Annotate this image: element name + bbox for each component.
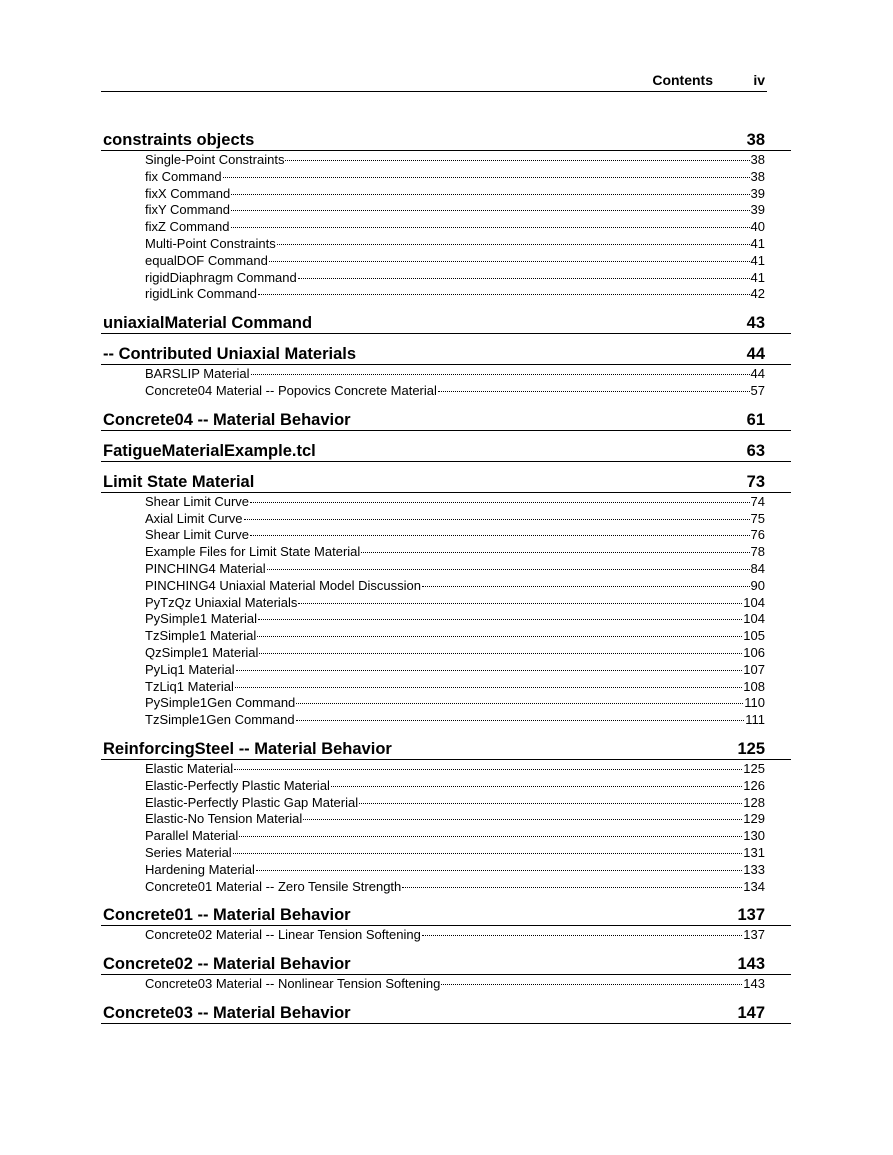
toc-entry[interactable] xyxy=(145,383,765,400)
entry-title: TzSimple1 Material xyxy=(145,628,257,644)
toc-entry[interactable] xyxy=(145,202,765,219)
dot-leader xyxy=(277,243,750,245)
dot-leader xyxy=(303,818,742,820)
entry-page-number: 57 xyxy=(750,382,765,398)
dot-leader xyxy=(441,983,742,985)
entry-title: Concrete02 Material -- Linear Tension Softening xyxy=(145,927,421,943)
toc-section-heading[interactable] xyxy=(101,470,791,493)
entry-title: PyLiq1 Material xyxy=(145,661,235,677)
entry-title: fixX Command xyxy=(145,185,231,201)
dot-leader xyxy=(331,785,742,787)
entry-title: Shear Limit Curve xyxy=(145,527,250,543)
toc-entry[interactable] xyxy=(145,976,765,993)
entry-page-number: 84 xyxy=(750,560,765,576)
toc-section-heading[interactable] xyxy=(101,408,791,431)
dot-leader xyxy=(223,176,750,178)
toc-entry-list xyxy=(101,760,791,895)
entry-title: Concrete03 Material -- Nonlinear Tension Softening xyxy=(145,976,441,992)
entry-page-number: 39 xyxy=(750,202,765,218)
toc-entry[interactable] xyxy=(145,679,765,696)
dot-leader xyxy=(296,719,745,721)
toc-entry[interactable] xyxy=(145,845,765,862)
entry-page-number: 78 xyxy=(750,544,765,560)
toc-section xyxy=(101,128,791,303)
dot-leader xyxy=(234,768,742,770)
header-title: Contents xyxy=(652,72,713,88)
entry-page-number: 41 xyxy=(750,235,765,251)
section-page-number: 63 xyxy=(746,441,765,460)
dot-leader xyxy=(285,159,749,161)
dot-leader xyxy=(269,260,750,262)
entry-title: fixZ Command xyxy=(145,219,230,235)
toc-section-heading[interactable] xyxy=(101,311,791,334)
toc-section-heading[interactable] xyxy=(101,1001,791,1024)
entry-title: Example Files for Limit State Material xyxy=(145,544,361,560)
dot-leader xyxy=(233,852,743,854)
entry-page-number: 131 xyxy=(743,844,765,860)
entry-title: Single-Point Constraints xyxy=(145,152,285,167)
header-page-number: iv xyxy=(753,72,765,88)
entry-page-number: 104 xyxy=(743,611,765,627)
entry-page-number: 38 xyxy=(750,168,765,184)
toc-entry[interactable] xyxy=(145,253,765,270)
dot-leader xyxy=(250,501,749,503)
section-title: Concrete03 -- Material Behavior xyxy=(103,1003,351,1022)
section-title: Concrete01 -- Material Behavior xyxy=(103,906,351,925)
entry-title: PySimple1Gen Command xyxy=(145,695,296,711)
entry-title: PySimple1 Material xyxy=(145,611,257,627)
toc-entry[interactable] xyxy=(145,695,765,712)
entry-title: Elastic-No Tension Material xyxy=(145,811,303,827)
toc-section xyxy=(101,342,791,400)
dot-leader xyxy=(250,534,749,536)
toc-entry[interactable] xyxy=(145,578,765,595)
entry-title: fix Command xyxy=(145,168,222,184)
entry-title: Elastic-Perfectly Plastic Material xyxy=(145,777,330,793)
dot-leader xyxy=(257,635,742,637)
dot-leader xyxy=(231,209,750,211)
dot-leader xyxy=(259,652,742,654)
toc-entry[interactable] xyxy=(145,778,765,795)
dot-leader xyxy=(422,585,750,587)
toc-entry[interactable] xyxy=(145,662,765,679)
toc-section-heading[interactable] xyxy=(101,737,791,760)
toc-section-heading[interactable] xyxy=(101,128,791,151)
section-page-number: 61 xyxy=(746,410,765,429)
entry-page-number: 105 xyxy=(743,628,765,644)
toc-entry[interactable] xyxy=(145,270,765,287)
entry-title: Parallel Material xyxy=(145,828,239,844)
section-page-number: 43 xyxy=(746,314,765,333)
toc-entry-list xyxy=(101,975,791,993)
entry-page-number: 130 xyxy=(743,828,765,844)
toc-entry-list xyxy=(101,151,791,303)
entry-page-number: 126 xyxy=(743,777,765,793)
section-page-number: 143 xyxy=(737,955,765,974)
entry-page-number: 134 xyxy=(743,878,765,894)
entry-page-number: 133 xyxy=(743,861,765,877)
entry-title: Concrete01 Material -- Zero Tensile Strength xyxy=(145,878,402,894)
section-title: ReinforcingSteel -- Material Behavior xyxy=(103,739,392,758)
entry-title: TzSimple1Gen Command xyxy=(145,712,295,728)
toc-entry[interactable] xyxy=(145,628,765,645)
toc-section-heading[interactable] xyxy=(101,342,791,365)
entry-page-number: 125 xyxy=(743,760,765,776)
entry-title: Elastic-Perfectly Plastic Gap Material xyxy=(145,794,359,810)
toc-entry[interactable] xyxy=(145,595,765,612)
dot-leader xyxy=(244,518,750,520)
section-title: uniaxialMaterial Command xyxy=(103,314,313,333)
dot-leader xyxy=(402,886,742,888)
toc-entry[interactable] xyxy=(145,366,765,383)
entry-page-number: 41 xyxy=(750,269,765,285)
toc-entry[interactable] xyxy=(145,828,765,845)
toc-section xyxy=(101,903,791,944)
toc-entry[interactable] xyxy=(145,544,765,561)
entry-title: PINCHING4 Uniaxial Material Model Discussion xyxy=(145,577,421,593)
entry-title: rigidDiaphragm Command xyxy=(145,269,297,285)
toc-section-heading[interactable] xyxy=(101,952,791,975)
section-page-number: 38 xyxy=(746,131,765,149)
entry-title: Multi-Point Constraints xyxy=(145,235,276,251)
entry-page-number: 128 xyxy=(743,794,765,810)
entry-page-number: 143 xyxy=(743,976,765,992)
entry-title: Elastic Material xyxy=(145,760,234,776)
toc-section-heading[interactable] xyxy=(101,903,791,926)
entry-title: fixY Command xyxy=(145,202,231,218)
dot-leader xyxy=(239,835,742,837)
entry-page-number: 110 xyxy=(744,695,765,711)
dot-leader xyxy=(298,602,742,604)
section-title: Limit State Material xyxy=(103,472,255,491)
entry-title: Series Material xyxy=(145,844,232,860)
toc-entry[interactable] xyxy=(145,169,765,186)
toc-section xyxy=(101,439,791,462)
toc-entry[interactable] xyxy=(145,494,765,511)
toc-entry[interactable] xyxy=(145,712,765,729)
entry-title: Concrete04 Material -- Popovics Concrete Material xyxy=(145,382,437,398)
entry-page-number: 111 xyxy=(745,712,765,728)
entry-page-number: 90 xyxy=(750,577,765,593)
entry-page-number: 137 xyxy=(743,927,765,943)
section-title: FatigueMaterialExample.tcl xyxy=(103,441,316,460)
toc-entry[interactable] xyxy=(145,527,765,544)
table-of-contents xyxy=(101,128,791,1032)
section-page-number: 147 xyxy=(737,1003,765,1022)
entry-page-number: 75 xyxy=(750,510,765,526)
toc-entry[interactable] xyxy=(145,811,765,828)
toc-entry[interactable] xyxy=(145,561,765,578)
dot-leader xyxy=(251,373,750,375)
toc-entry[interactable] xyxy=(145,927,765,944)
entry-title: QzSimple1 Material xyxy=(145,644,259,660)
dot-leader xyxy=(235,686,742,688)
entry-title: PyTzQz Uniaxial Materials xyxy=(145,594,298,610)
toc-section xyxy=(101,408,791,431)
dot-leader xyxy=(256,869,742,871)
toc-section xyxy=(101,1001,791,1024)
dot-leader xyxy=(298,277,750,279)
toc-entry-list xyxy=(101,365,791,400)
toc-entry[interactable] xyxy=(145,879,765,896)
dot-leader xyxy=(236,669,743,671)
toc-section xyxy=(101,311,791,334)
section-title: -- Contributed Uniaxial Materials xyxy=(103,345,357,364)
toc-entry[interactable] xyxy=(145,186,765,203)
section-title: Concrete02 -- Material Behavior xyxy=(103,955,351,974)
dot-leader xyxy=(296,702,743,704)
entry-page-number: 76 xyxy=(750,527,765,543)
entry-page-number: 129 xyxy=(743,811,765,827)
dot-leader xyxy=(361,551,749,553)
dot-leader xyxy=(359,802,742,804)
entry-page-number: 44 xyxy=(750,366,765,382)
toc-section xyxy=(101,737,791,895)
entry-page-number: 107 xyxy=(743,661,765,677)
dot-leader xyxy=(258,293,750,295)
entry-title: TzLiq1 Material xyxy=(145,678,234,694)
section-page-number: 125 xyxy=(737,739,765,758)
dot-leader xyxy=(267,568,750,570)
entry-page-number: 38 xyxy=(750,152,765,167)
dot-leader xyxy=(231,193,749,195)
toc-section xyxy=(101,952,791,993)
toc-entry[interactable] xyxy=(145,152,765,169)
entry-page-number: 42 xyxy=(750,286,765,302)
toc-section-heading[interactable] xyxy=(101,439,791,462)
toc-entry[interactable] xyxy=(145,645,765,662)
entry-page-number: 74 xyxy=(750,493,765,509)
toc-entry[interactable] xyxy=(145,611,765,628)
toc-entry[interactable] xyxy=(145,511,765,528)
toc-entry-list xyxy=(101,493,791,729)
section-title: Concrete04 -- Material Behavior xyxy=(103,410,351,429)
entry-title: Axial Limit Curve xyxy=(145,510,243,526)
toc-entry-list xyxy=(101,926,791,944)
entry-title: Shear Limit Curve xyxy=(145,493,250,509)
section-page-number: 73 xyxy=(746,472,765,491)
entry-page-number: 41 xyxy=(750,252,765,268)
toc-entry[interactable] xyxy=(145,862,765,879)
section-title: constraints objects xyxy=(103,131,255,149)
entry-page-number: 104 xyxy=(743,594,765,610)
dot-leader xyxy=(231,226,750,228)
entry-title: Hardening Material xyxy=(145,861,255,877)
toc-entry[interactable] xyxy=(145,236,765,253)
entry-title: PINCHING4 Material xyxy=(145,560,266,576)
entry-page-number: 108 xyxy=(743,678,765,694)
entry-title: equalDOF Command xyxy=(145,252,268,268)
dot-leader xyxy=(438,390,750,392)
entry-title: rigidLink Command xyxy=(145,286,257,302)
entry-title: BARSLIP Material xyxy=(145,366,250,382)
entry-page-number: 39 xyxy=(750,185,765,201)
page-header xyxy=(101,71,767,92)
toc-section xyxy=(101,470,791,729)
toc-entry[interactable] xyxy=(145,219,765,236)
toc-entry[interactable] xyxy=(145,286,765,303)
section-page-number: 137 xyxy=(737,906,765,925)
dot-leader xyxy=(258,618,742,620)
section-page-number: 44 xyxy=(746,345,765,364)
toc-entry[interactable] xyxy=(145,795,765,812)
entry-page-number: 40 xyxy=(750,219,765,235)
entry-page-number: 106 xyxy=(743,644,765,660)
toc-entry[interactable] xyxy=(145,761,765,778)
dot-leader xyxy=(422,934,742,936)
